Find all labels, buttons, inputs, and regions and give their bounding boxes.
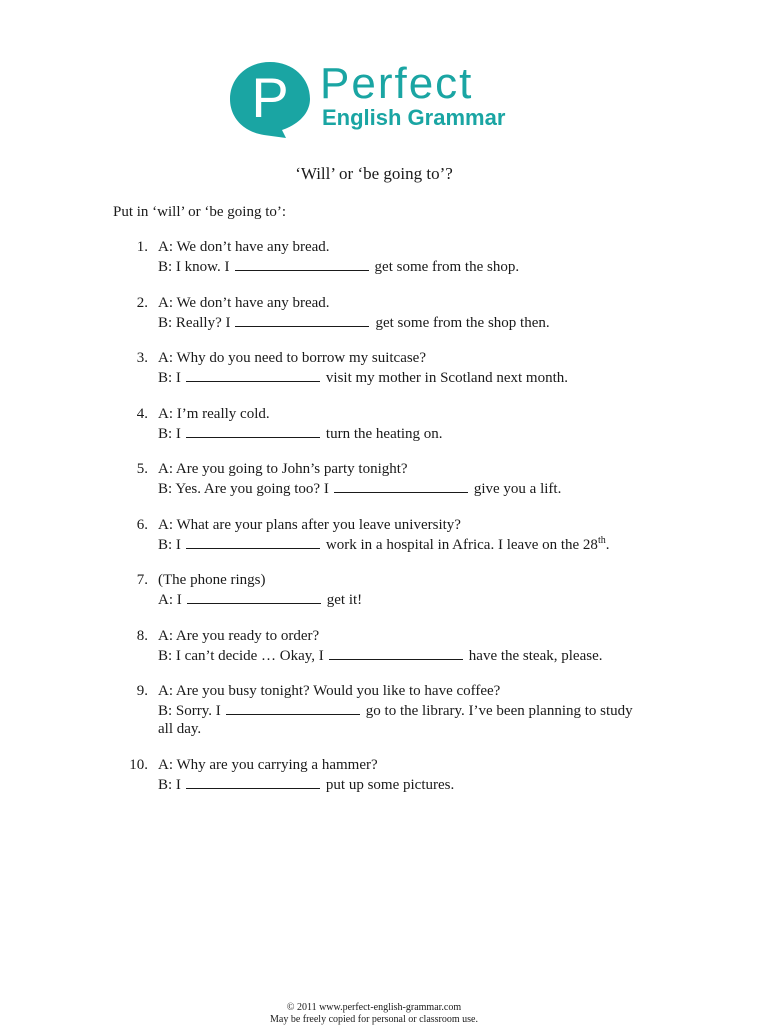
question-item [112,627,672,665]
question-number: 5. [136,461,148,477]
footer [0,1002,748,1026]
question-number: 7. [136,572,148,588]
answer-blank[interactable] [187,589,321,604]
answer-blank[interactable] [226,700,360,715]
question-list [112,238,672,811]
question-line-a: (The phone rings) [158,572,266,588]
question-line-a: A: Why are you carrying a hammer? [158,756,378,773]
logo [228,60,518,140]
question-item [112,349,672,387]
question-item [112,460,672,498]
question-line-a: A: What are your plans after you leave university? [158,516,461,533]
question-line-b: B: Sorry. I go to the library. I’ve been planning to study [158,700,672,720]
question-line-b: B: I know. I get some from the shop. [158,256,672,276]
answer-blank[interactable] [235,312,369,327]
question-line-a: A: Are you going to John’s party tonight? [158,461,408,477]
page-title: ‘Will’ or ‘be going to’? [295,164,453,183]
question-line-a: A: Why do you need to borrow my suitcase? [158,350,427,366]
question-line-b: B: I put up some pictures. [158,774,672,794]
answer-blank[interactable] [186,774,320,789]
question-item [112,238,672,276]
answer-blank[interactable] [186,534,320,549]
question-line-b: B: I work in a hospital in Africa. I leave on the 28th. [158,534,610,553]
question-item [112,682,672,738]
question-item [112,756,672,794]
question-item [112,405,672,443]
question-line-a: A: Are you busy tonight? Would you like to have coffee? [158,683,501,699]
question-line-b: B: Yes. Are you going too? I give you a lift. [158,478,672,498]
logo-wordmark-english-grammar: English Grammar [322,105,506,130]
question-line-b: B: I can’t decide … Okay, I have the steak, please. [158,645,672,665]
question-item [112,571,672,609]
question-number: 8. [136,627,148,644]
answer-blank[interactable] [186,423,320,438]
logo-wordmark-perfect: Perfect [320,59,474,108]
speech-bubble-logo-icon [228,60,312,140]
answer-blank[interactable] [186,367,320,382]
question-line-a: A: I’m really cold. [158,405,270,422]
question-line-b: B: I visit my mother in Scotland next month. [158,367,672,387]
question-line-a: A: We don’t have any bread. [158,239,330,255]
footer-copyright: © 2011 www.perfect-english-grammar.com [286,1002,462,1013]
question-line-b: A: I get it! [158,589,672,609]
svg-text:P: P [251,66,289,129]
question-number: 3. [136,350,148,366]
question-number: 10. [129,756,148,773]
question-number: 1. [136,239,148,255]
question-number: 6. [136,516,148,533]
question-item [112,294,672,332]
answer-blank[interactable] [235,256,369,271]
question-line-c: all day. [158,721,202,737]
question-number: 9. [136,683,148,699]
instruction: Put in ‘will’ or ‘be going to’: [113,204,287,220]
question-item [112,516,672,554]
ordinal-suffix: th [597,534,606,546]
question-line-a: A: Are you ready to order? [158,627,320,644]
footer-license: May be freely copied for personal or classroom use. [270,1014,478,1025]
question-number: 2. [136,294,148,311]
question-line-a: A: We don’t have any bread. [158,294,330,311]
question-line-b: B: Really? I get some from the shop then. [158,312,672,332]
answer-blank[interactable] [329,645,463,660]
question-line-b: B: I turn the heating on. [158,423,672,443]
question-number: 4. [136,405,148,422]
answer-blank[interactable] [334,478,468,493]
